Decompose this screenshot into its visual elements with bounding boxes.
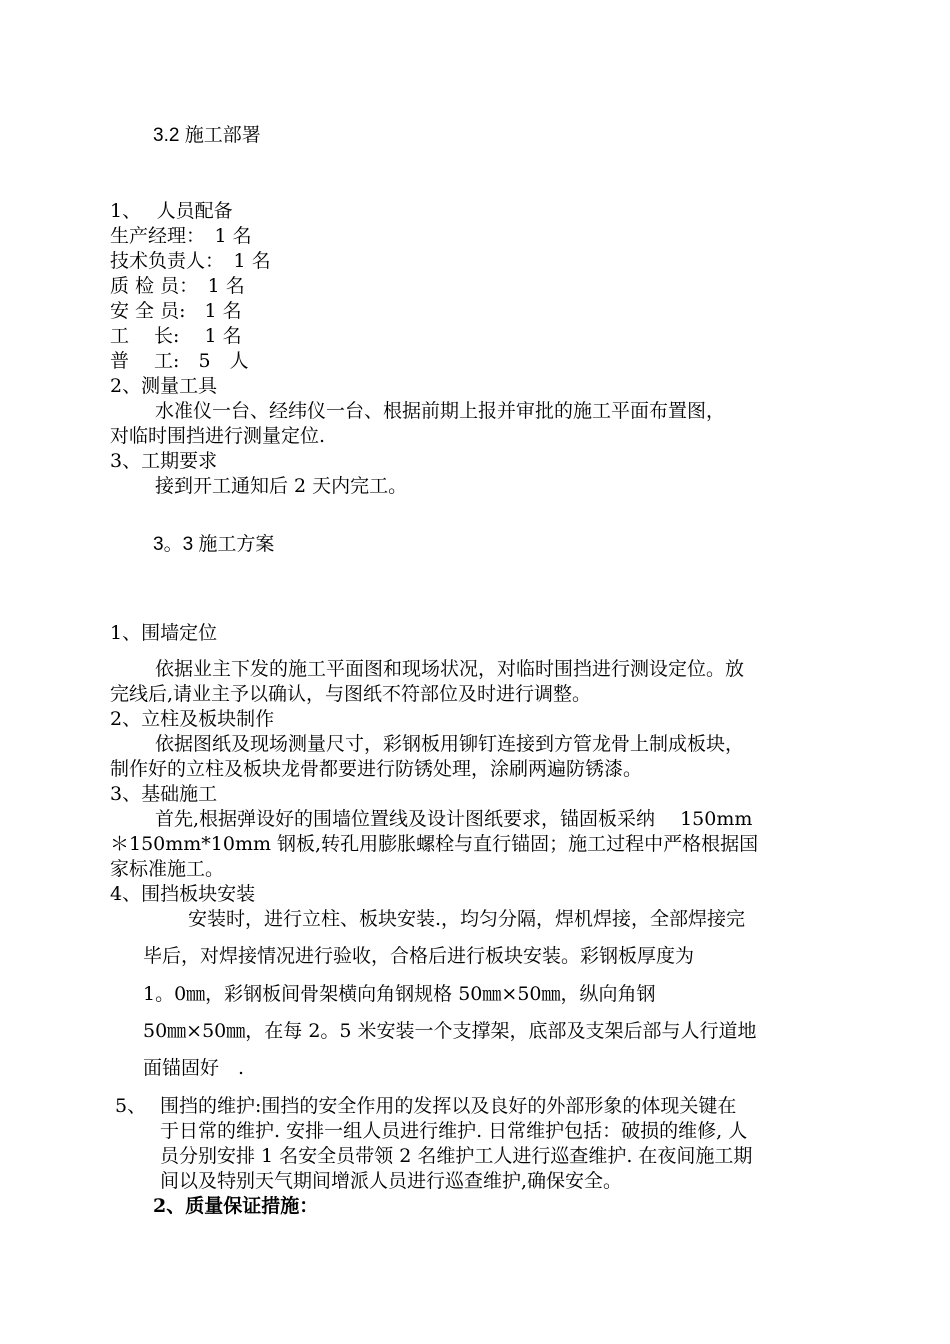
measurement-tools-text-1: 水准仪一台、经纬仪一台、根据前期上报并审批的施工平面布置图， xyxy=(155,400,726,422)
foundation-text-2: ＊150mm*10mm 钢板,转孔用膨胀螺栓与直行锚固；施工过程中严格根据国 xyxy=(110,833,759,855)
measurement-tools-text-2: 对临时围挡进行测量定位. xyxy=(110,425,326,447)
maintenance-text-3: 员分别安排 1 名安全员带领 2 名维护工人进行巡查维护. 在夜间施工期 xyxy=(160,1145,753,1167)
wall-positioning-text-1: 依据业主下发的施工平面图和现场状况，对临时围挡进行测设定位。放 xyxy=(155,658,745,680)
staff-production-manager: 生产经理： 1 名 xyxy=(110,225,252,247)
staffing-heading: 1、 人员配备 xyxy=(110,200,233,222)
staff-laborers: 普 工: 5 人 xyxy=(110,350,249,372)
maintenance-number: 5、 xyxy=(115,1095,147,1117)
wall-positioning-text-2: 完线后,请业主予以确认，与图纸不符部位及时进行调整。 xyxy=(110,683,592,705)
staff-foreman: 工 长: 1 名 xyxy=(110,325,242,347)
panel-install-text-2: 毕后，对焊接情况进行验收，合格后进行板块安装。彩钢板厚度为 xyxy=(143,945,695,967)
foundation-heading: 3、基础施工 xyxy=(110,783,218,805)
staff-safety-officer: 安 全 员: 1 名 xyxy=(110,300,242,322)
staff-quality-inspector: 质 检 员： 1 名 xyxy=(110,275,245,297)
foundation-text-3: 家标准施工。 xyxy=(110,858,225,880)
section-3-2-title: 3.2 施工部署 xyxy=(153,125,261,146)
schedule-text: 接到开工通知后 2 天内完工。 xyxy=(155,475,408,497)
maintenance-text-1: 围挡的维护:围挡的安全作用的发挥以及良好的外部形象的体现关键在 xyxy=(160,1095,737,1117)
section-3-3-title: 3。3 施工方案 xyxy=(153,534,275,555)
panel-install-text-1: 安装时，进行立柱、板块安装.，均匀分隔，焊机焊接，全部焊接完 xyxy=(188,908,746,930)
foundation-text-1: 首先,根据弹设好的围墙位置线及设计图纸要求，锚固板采纳 150mm xyxy=(155,808,753,830)
measurement-tools-heading: 2、测量工具 xyxy=(110,375,218,397)
panel-install-heading: 4、围挡板块安装 xyxy=(110,883,256,905)
schedule-heading: 3、工期要求 xyxy=(110,450,218,472)
staff-technical-lead: 技术负责人： 1 名 xyxy=(110,250,271,272)
maintenance-text-2: 于日常的维护. 安排一组人员进行维护. 日常维护包括：破损的维修, 人 xyxy=(160,1120,748,1142)
column-panel-text-1: 依据图纸及现场测量尺寸，彩钢板用铆钉连接到方管龙骨上制成板块， xyxy=(155,733,745,755)
panel-install-text-3: 1。0㎜，彩钢板间骨架横向角钢规格 50㎜×50㎜，纵向角钢 xyxy=(143,983,656,1005)
quality-measures-heading: 2、质量保证措施： xyxy=(153,1195,319,1217)
maintenance-text-4: 间以及特别天气期间增派人员进行巡查维护,确保安全。 xyxy=(160,1170,623,1192)
panel-install-text-5: 面锚固好 . xyxy=(143,1057,245,1079)
column-panel-heading: 2、立柱及板块制作 xyxy=(110,708,275,730)
wall-positioning-heading: 1、围墙定位 xyxy=(110,622,218,644)
column-panel-text-2: 制作好的立柱及板块龙骨都要进行防锈处理，涂刷两遍防锈漆。 xyxy=(110,758,643,780)
panel-install-text-4: 50㎜×50㎜，在每 2。5 米安装一个支撑架，底部及支架后部与人行道地 xyxy=(143,1020,757,1042)
